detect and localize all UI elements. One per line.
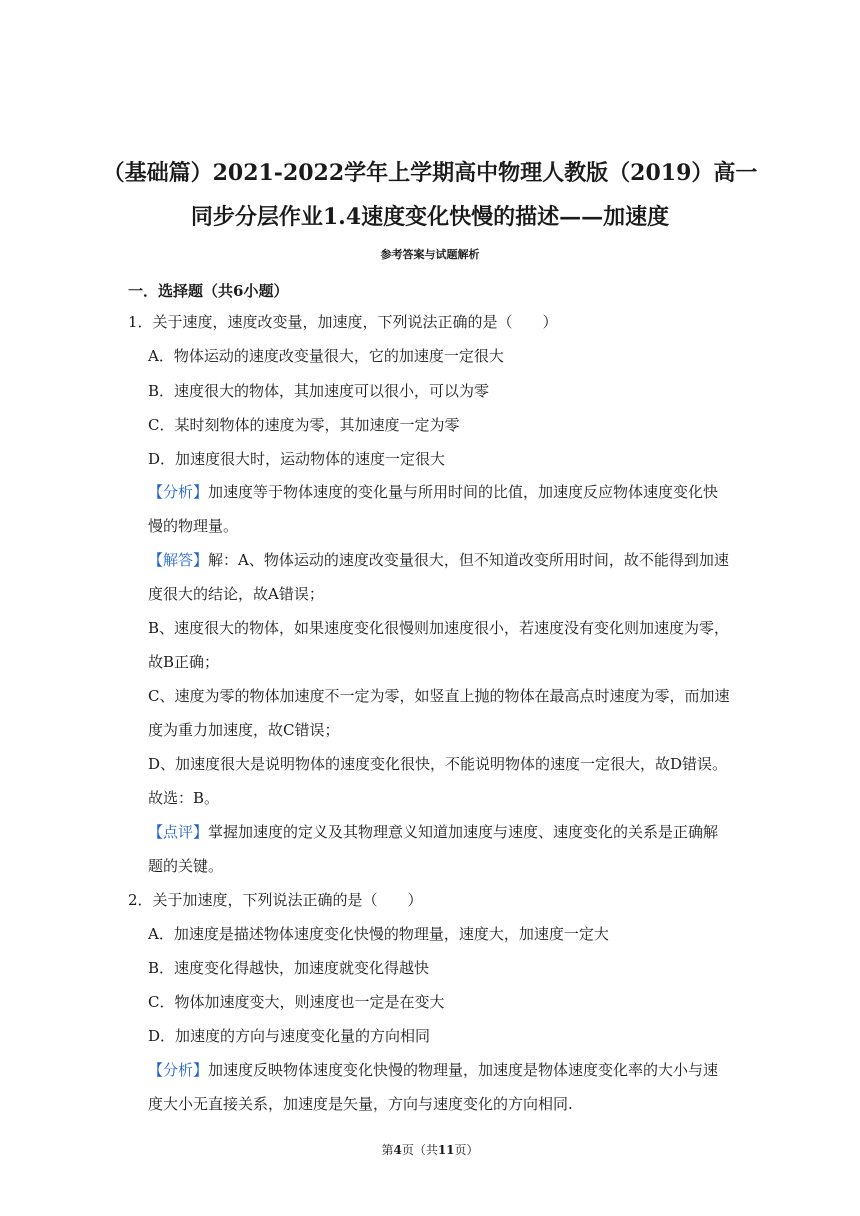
q1-answer-line4: 故B正确； — [148, 653, 220, 671]
q1-comment-tag: 点评 — [163, 823, 194, 841]
q2-option-b: B．速度变化得越快，加速度就变化得越快 — [148, 959, 430, 977]
q2-analysis: 【分析】加速度反映物体速度变化快慢的物理量，加速度是物体速度变化率的大小与速 — [148, 1061, 719, 1079]
q1-analysis-text: 加速度等于物体速度的变化量与所用时间的比值，加速度反应物体速度变化快 — [208, 483, 719, 501]
q1-answer-line5: C、速度为零的物体加速度不一定为零，如竖直上抛的物体在最高点时速度为零，而加速 — [148, 687, 730, 705]
page-footer: 第4页（共11页） — [381, 1143, 479, 1157]
q1-answer-line3: B、速度很大的物体，如果速度变化很慢则加速度很小，若速度没有变化则加速度为零， — [148, 619, 730, 637]
q1-answer-line2: 度很大的结论，故A错误； — [148, 585, 324, 603]
q1-analysis: 【分析】加速度等于物体速度的变化量与所用时间的比值，加速度反应物体速度变化快 — [148, 483, 719, 501]
q1-option-b: B．速度很大的物体，其加速度可以很小，可以为零 — [148, 382, 490, 400]
q1-analysis-cont: 慢的物理量。 — [148, 517, 239, 535]
page-subtitle: 参考答案与试题解析 — [380, 248, 480, 261]
q1-answer-text: 解：A、物体运动的速度改变量很大，但不知道改变所用时间，故不能得到加速 — [208, 551, 729, 569]
q2-stem: 2．关于加速度，下列说法正确的是（ ） — [128, 891, 423, 909]
page-title-line2: 同步分层作业1.4速度变化快慢的描述——加速度 — [190, 204, 670, 230]
page-title-line1: （基础篇）2021-2022学年上学期高中物理人教版（2019）高一 — [102, 160, 758, 186]
q1-answer: 【解答】解：A、物体运动的速度改变量很大，但不知道改变所用时间，故不能得到加速 — [148, 551, 729, 569]
q2-analysis-tag: 分析 — [163, 1061, 194, 1079]
q1-comment: 【点评】掌握加速度的定义及其物理意义知道加速度与速度、速度变化的关系是正确解 — [148, 823, 719, 841]
q1-comment-text: 掌握加速度的定义及其物理意义知道加速度与速度、速度变化的关系是正确解 — [208, 823, 719, 841]
page-number: 4 — [393, 1143, 402, 1157]
section-heading: 一．选择题（共6小题） — [128, 282, 289, 300]
q1-option-c: C．某时刻物体的速度为零，其加速度一定为零 — [148, 416, 460, 434]
q1-answer-tag: 解答 — [163, 551, 194, 569]
q2-option-d: D．加速度的方向与速度变化量的方向相同 — [148, 1027, 431, 1045]
q2-option-c: C．物体加速度变大，则速度也一定是在变大 — [148, 993, 445, 1011]
q2-option-a: A．加速度是描述物体速度变化快慢的物理量，速度大，加速度一定大 — [148, 925, 609, 943]
q1-answer-line7: D、加速度很大是说明物体的速度变化很快，不能说明物体的速度一定很大，故D错误。 — [148, 755, 728, 773]
q1-answer-line8: 故选：B。 — [148, 789, 220, 807]
q1-option-d: D．加速度很大时，运动物体的速度一定很大 — [148, 450, 446, 468]
q1-option-a: A．物体运动的速度改变量很大，它的加速度一定很大 — [148, 347, 504, 365]
page-total: 11 — [437, 1143, 455, 1157]
q1-analysis-tag: 分析 — [163, 483, 194, 501]
q1-comment-cont: 题的关键。 — [148, 857, 224, 875]
q2-analysis-cont: 度大小无直接关系，加速度是矢量，方向与速度变化的方向相同. — [148, 1095, 573, 1113]
q1-stem: 1．关于速度，速度改变量，加速度，下列说法正确的是（ ） — [128, 313, 558, 331]
q1-answer-line6: 度为重力加速度，故C错误； — [148, 721, 340, 739]
q2-analysis-text: 加速度反映物体速度变化快慢的物理量，加速度是物体速度变化率的大小与速 — [208, 1061, 719, 1079]
